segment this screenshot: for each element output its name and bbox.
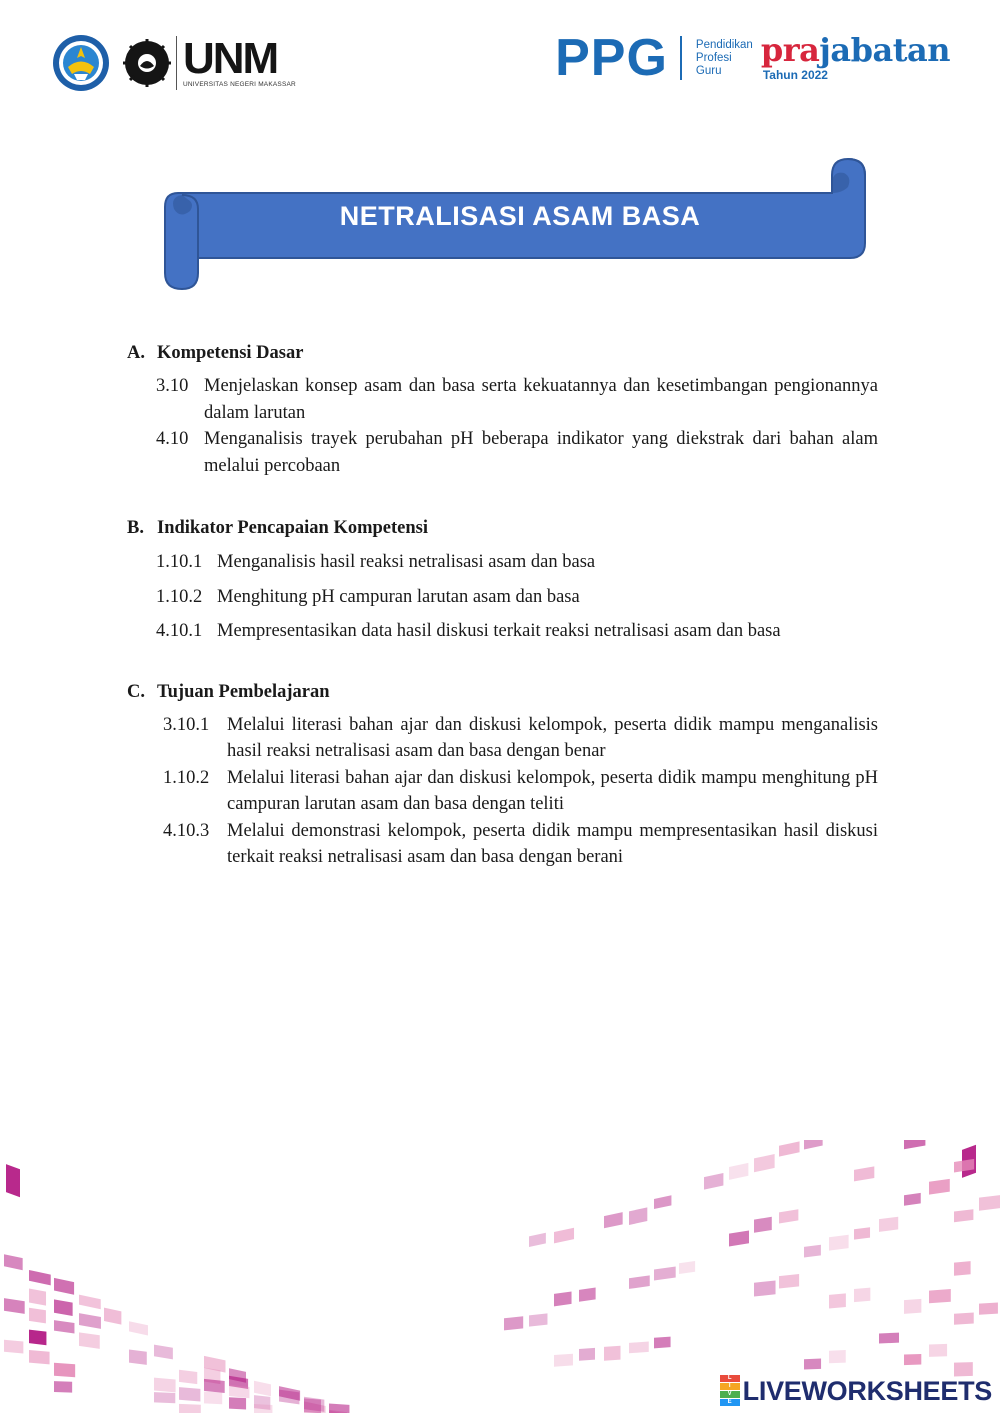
item-number: 1.10.2 — [156, 586, 203, 607]
deco-tile — [579, 1348, 595, 1361]
section-title: Tujuan Pembelajaran — [157, 681, 330, 702]
deco-tile — [929, 1179, 950, 1195]
deco-tile — [579, 1288, 596, 1302]
deco-tile — [554, 1291, 572, 1306]
list-item — [156, 584, 878, 611]
deco-tile — [29, 1350, 50, 1364]
list-item — [156, 549, 878, 576]
section-letter: B. — [127, 518, 144, 538]
deco-tile — [179, 1370, 197, 1384]
deco-tile — [154, 1378, 176, 1393]
deco-tile — [929, 1344, 947, 1357]
deco-tile — [54, 1381, 72, 1392]
year-label: Tahun 2022 — [762, 68, 828, 82]
deco-tile — [554, 1228, 574, 1244]
deco-tile — [729, 1163, 748, 1180]
live-badge-icon — [720, 1375, 740, 1407]
kemdikbud-logo-icon — [52, 34, 110, 92]
list-item — [163, 818, 878, 871]
header-logos-left — [52, 32, 296, 94]
section-title: Indikator Pencapaian Kompetensi — [157, 518, 429, 538]
deco-tile — [954, 1261, 971, 1276]
item-number: 4.10.1 — [156, 621, 203, 641]
item-text: Melalui literasi bahan ajar dan diskusi kelompok, peserta didik mampu menghitung pH campuran larutan asam dan basa dengan teliti — [227, 767, 878, 814]
item-text: Melalui literasi bahan ajar dan diskusi kelompok, peserta didik mampu menganalisis hasil reaksi netralisasi asam dan basa dengan benar — [227, 714, 878, 761]
deco-tile — [304, 1398, 321, 1413]
deco-tile — [679, 1261, 695, 1274]
deco-tile — [504, 1316, 523, 1330]
deco-tile — [754, 1217, 772, 1233]
list-item — [163, 765, 878, 818]
item-text: Mempresentasikan data hasil diskusi terkait reaksi netralisasi asam dan basa — [217, 621, 781, 641]
deco-tile — [779, 1141, 800, 1156]
deco-tile — [604, 1212, 623, 1228]
unm-word: UNM — [183, 33, 278, 83]
section-indikator — [127, 515, 878, 645]
deco-tile — [4, 1254, 23, 1270]
deco-tile — [229, 1385, 249, 1398]
deco-tile — [654, 1195, 671, 1209]
deco-tile — [554, 1354, 573, 1367]
ppg-wordmark: PPG — [555, 29, 668, 87]
deco-tile — [329, 1403, 349, 1413]
title-banner — [160, 155, 870, 295]
item-text: Menganalisis hasil reaksi netralisasi asam dan basa — [217, 552, 596, 572]
badge-letter: L — [720, 1375, 740, 1382]
item-number: 3.10 — [156, 376, 189, 396]
praj-part1: pra — [760, 31, 820, 69]
deco-tile — [54, 1278, 74, 1295]
deco-tile — [929, 1289, 951, 1303]
item-text: Menghitung pH campuran larutan asam dan basa — [217, 586, 580, 607]
deco-tile — [29, 1270, 51, 1285]
deco-tile — [629, 1342, 649, 1354]
deco-tile — [104, 1308, 121, 1325]
item-number: 3.10.1 — [163, 714, 210, 735]
deco-tile — [179, 1404, 201, 1413]
deco-tile — [254, 1404, 272, 1413]
prajabatan-logo — [760, 31, 950, 82]
deco-tile — [829, 1293, 846, 1308]
section-title: Kompetensi Dasar — [157, 343, 304, 363]
deco-tile — [529, 1313, 547, 1326]
item-text: Melalui demonstrasi kelompok, peserta didik mampu mempresentasikan hasil diskusi terkait reaksi netralisasi asam dan basa dengan berani — [227, 820, 878, 867]
praj-part2: jabatan — [819, 31, 950, 69]
watermark-text: LIVEWORKSHEETS — [742, 1375, 992, 1406]
deco-tile — [179, 1387, 200, 1401]
unm-subtitle: UNIVERSITAS NEGERI MAKASSAR — [183, 80, 296, 88]
deco-tile — [629, 1207, 647, 1225]
deco-tile — [29, 1330, 46, 1346]
list-item — [156, 618, 878, 645]
decorative-tiles-icon — [0, 1140, 1000, 1413]
header-logos-right — [555, 30, 950, 86]
deco-tile — [829, 1235, 849, 1251]
deco-tile — [54, 1320, 74, 1333]
deco-tile — [854, 1288, 870, 1303]
deco-tile — [979, 1195, 1000, 1211]
deco-tile — [79, 1313, 101, 1329]
deco-tile — [654, 1337, 671, 1349]
deco-tile — [754, 1154, 775, 1172]
deco-tile — [954, 1313, 974, 1325]
badge-letter: V — [720, 1391, 740, 1398]
liveworksheets-watermark — [720, 1375, 992, 1407]
deco-tile — [854, 1166, 874, 1181]
section-heading — [127, 679, 878, 705]
section-kompetensi-dasar — [127, 340, 878, 479]
document-body — [127, 340, 878, 871]
item-text: Menjelaskan konsep asam dan basa serta kekuatannya dan kesetimbangan pengionannya dalam larutan — [204, 376, 878, 423]
deco-tile — [654, 1267, 676, 1281]
deco-tile — [879, 1333, 899, 1344]
deco-tile — [829, 1350, 846, 1363]
deco-tile — [29, 1308, 46, 1324]
deco-tile — [954, 1209, 973, 1222]
deco-tile — [779, 1274, 799, 1288]
deco-tile — [879, 1217, 898, 1232]
deco-tile — [4, 1298, 25, 1314]
deco-tile — [154, 1345, 173, 1360]
item-text: Menganalisis trayek perubahan pH beberapa indikator yang diekstrak dari bahan alam melalui percobaan — [204, 429, 878, 476]
deco-tile — [29, 1289, 46, 1306]
badge-letter: E — [720, 1399, 740, 1406]
ppg-desc-line: Guru — [695, 64, 722, 77]
deco-tile — [904, 1140, 925, 1149]
list-item — [163, 712, 878, 765]
deco-tile — [154, 1392, 175, 1403]
deco-tile — [204, 1379, 225, 1393]
page-title: NETRALISASI ASAM BASA — [339, 201, 701, 231]
item-number: 4.10 — [156, 429, 189, 449]
section-heading — [127, 515, 878, 541]
deco-tile — [754, 1280, 776, 1296]
deco-tile — [6, 1164, 20, 1197]
section-tujuan — [127, 679, 878, 871]
unm-emblem-icon — [122, 38, 172, 88]
list-item — [156, 426, 878, 479]
ppg-divider — [680, 36, 682, 80]
prajabatan-word — [760, 31, 950, 69]
deco-tile — [804, 1140, 823, 1149]
deco-tile — [229, 1397, 246, 1409]
deco-tile — [804, 1359, 821, 1370]
deco-tile — [4, 1340, 23, 1354]
deco-tile — [779, 1209, 798, 1223]
section-heading — [127, 340, 878, 366]
deco-tile — [854, 1227, 870, 1239]
section-letter: C. — [127, 681, 145, 702]
badge-letter: I — [720, 1383, 740, 1390]
deco-tile — [79, 1295, 101, 1310]
deco-tile — [904, 1299, 921, 1314]
unm-wordmark — [176, 33, 296, 90]
deco-tile — [79, 1332, 100, 1349]
deco-tile — [979, 1302, 998, 1314]
deco-tile — [54, 1363, 75, 1377]
deco-tile — [604, 1346, 621, 1361]
deco-tile — [704, 1173, 723, 1190]
ppg-desc-line: Pendidikan — [695, 38, 753, 51]
deco-tile — [129, 1321, 148, 1335]
deco-tile — [54, 1299, 73, 1316]
deco-tile — [204, 1391, 222, 1404]
deco-tile — [529, 1233, 546, 1247]
deco-tile — [729, 1230, 749, 1246]
deco-tile — [904, 1193, 921, 1206]
ppg-description — [696, 39, 753, 78]
deco-tile — [804, 1245, 821, 1258]
ppg-desc-line: Profesi — [695, 51, 732, 64]
item-number: 1.10.1 — [156, 552, 203, 572]
item-number: 4.10.3 — [163, 820, 210, 841]
deco-tile — [129, 1349, 147, 1364]
deco-tile — [254, 1381, 271, 1397]
deco-tile — [904, 1354, 921, 1365]
list-item — [156, 373, 878, 426]
deco-tile — [629, 1275, 650, 1289]
item-number: 1.10.2 — [163, 767, 210, 788]
section-letter: A. — [127, 343, 145, 363]
